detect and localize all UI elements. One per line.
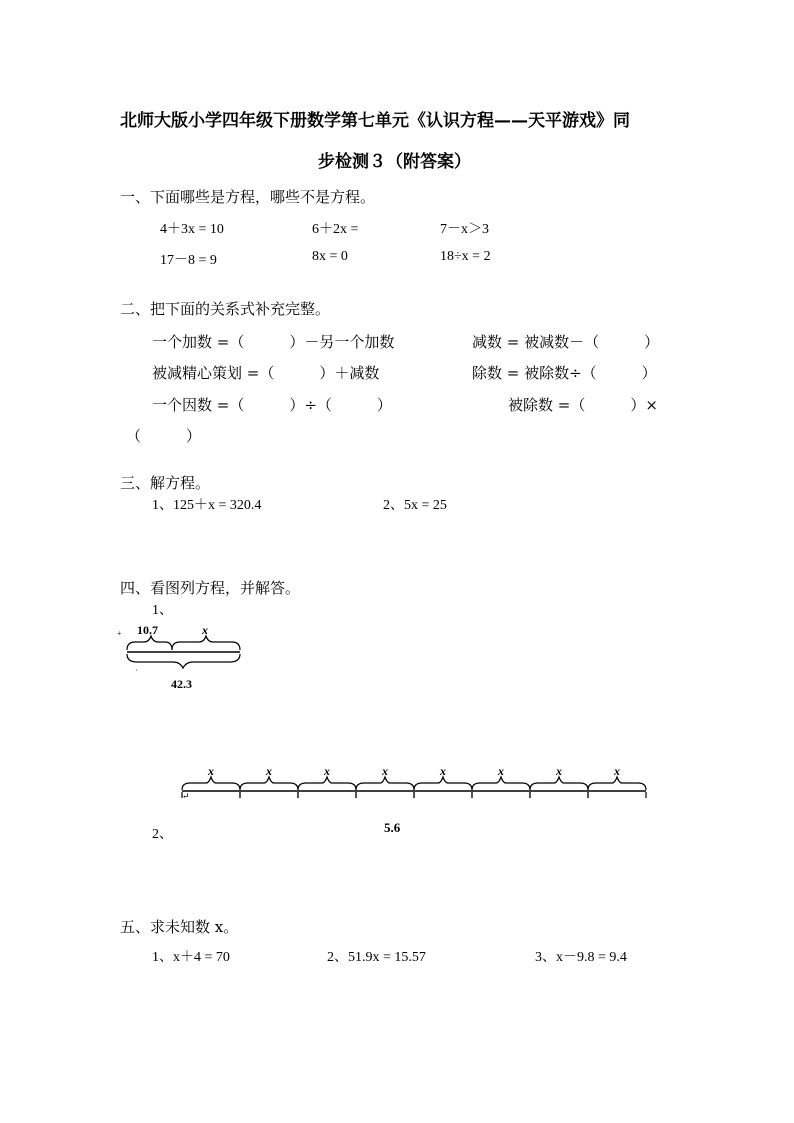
fig1-brace-bottom [127,654,240,668]
fig2-tick-8 [588,792,646,798]
s2-row1-right: 减数 = 被减数－（ ） [472,333,660,351]
section-2-heading: 二、把下面的关系式补充完整。 [120,300,331,318]
section-3-heading: 三、解方程。 [120,474,211,492]
fig1-marker: + [117,629,122,638]
figure-1-brace-diagram [115,618,255,698]
s5-question-1: 1、x＋4 = 70 [152,950,230,965]
s4-question-1-label: 1、 [152,603,173,618]
s1-item-4: 17－8 = 9 [160,253,217,268]
fig1-dot: · [135,666,138,675]
fig2-tick-2 [240,792,298,798]
s2-row2-left: 被减精心策划 =（ ）＋减数 [152,364,380,382]
section-1-heading: 一、下面哪些是方程，哪些不是方程。 [120,188,376,206]
figure-2-brace-diagram [176,766,654,838]
section-4-heading: 四、看图列方程，并解答。 [120,579,301,597]
fig2-tick-5 [414,792,472,798]
fig2-brace-6 [472,777,530,790]
fig1-brace-left [127,636,172,650]
s1-item-6: 18÷x = 2 [440,249,491,264]
s4-question-2-label: 2、 [152,827,173,842]
s1-item-5: 8x = 0 [312,249,348,264]
fig2-brace-3 [298,777,356,790]
s1-item-2: 6＋2x = [312,222,359,237]
s1-item-3: 7－x＞3 [440,222,489,237]
fig2-label-x-8: x [614,766,620,778]
fig2-segments [182,766,646,798]
fig2-brace-8 [588,777,646,790]
fig2-label-total: 5.6 [384,820,401,835]
fig2-tick-4 [356,792,414,798]
fig2-brace-5 [414,777,472,790]
s2-row3-right: 被除数 =（ ）× [508,396,658,414]
page-title-line1: 北师大版小学四年级下册数学第七单元《认识方程——天平游戏》同 [120,111,630,131]
fig2-brace-2 [240,777,298,790]
fig2-tick-6 [472,792,530,798]
s5-question-3: 3、x－9.8 = 9.4 [535,950,627,965]
fig2-brace-7 [530,777,588,790]
s3-question-1: 1、125＋x = 320.4 [152,498,262,513]
fig2-tick-7 [530,792,588,798]
fig2-label-x-1: x [208,766,214,778]
fig2-tick-3 [298,792,356,798]
fig2-brace-4 [356,777,414,790]
fig1-label-bottom: 42.3 [171,677,192,691]
s2-row4: （ ） [126,427,202,445]
page-title-line2: 步检测３（附答案） [318,152,471,172]
fig2-label-x-2: x [266,766,272,778]
fig2-label-x-4: x [382,766,388,778]
s2-row2-right: 除数 = 被除数÷（ ） [472,364,657,382]
s3-question-2: 2、5x = 25 [383,498,447,513]
section-5-heading: 五、求未知数 x。 [120,918,239,936]
fig1-label-right: x [202,623,208,637]
fig2-brace-1 [182,777,240,790]
fig2-label-x-6: x [498,766,504,778]
fig2-tick-1 [182,792,240,798]
fig2-label-x-7: x [556,766,562,778]
fig2-label-x-5: x [440,766,446,778]
s1-item-1: 4＋3x = 10 [160,222,224,237]
fig1-label-left: 10.7 [137,623,158,637]
fig2-label-x-3: x [324,766,330,778]
fig2-return-marker: ↵ [182,791,190,801]
s2-row3-left: 一个因数 =（ ）÷（ ） [152,396,392,414]
fig1-brace-right [172,636,240,650]
s2-row1-left: 一个加数 =（ ）－另一个加数 [152,333,395,351]
s5-question-2: 2、51.9x = 15.57 [327,950,426,965]
